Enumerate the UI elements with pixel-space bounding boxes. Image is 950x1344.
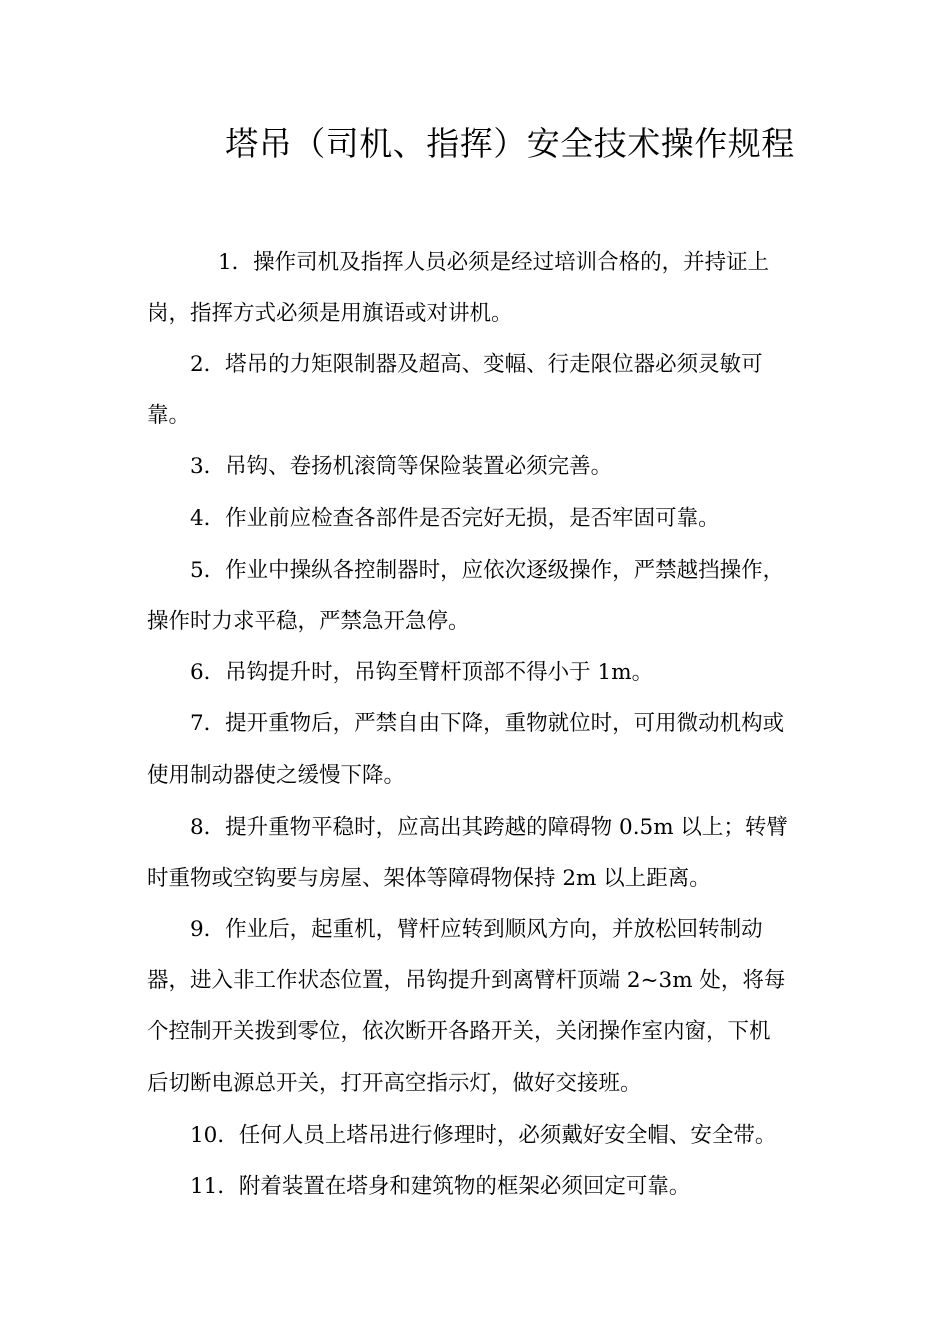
paragraph-2-line-1: 2．塔吊的力矩限制器及超高、变幅、行走限位器必须灵敏可 [190, 352, 763, 377]
paragraph-7-line-1: 7．提开重物后，严禁自由下降，重物就位时，可用微动机构或 [190, 711, 785, 736]
paragraph-9-line-3: 个控制开关拨到零位，依次断开各路开关，关闭操作室内窗，下机 [147, 1019, 771, 1044]
paragraph-5-line-2: 操作时力求平稳，严禁急开急停。 [147, 609, 470, 634]
paragraph-5-line-1: 5．作业中操纵各控制器时，应依次逐级操作，严禁越挡操作， [190, 558, 785, 583]
paragraph-1-line-2: 岗，指挥方式必须是用旗语或对讲机。 [147, 301, 513, 326]
paragraph-4: 4．作业前应检查各部件是否完好无损，是否牢固可靠。 [190, 506, 720, 531]
paragraph-8-line-2: 时重物或空钩要与房屋、架体等障碍物保持 2m 以上距离。 [147, 866, 711, 891]
paragraph-10: 10．任何人员上塔吊进行修理时，必须戴好安全帽、安全带。 [190, 1123, 777, 1148]
paragraph-3: 3．吊钩、卷扬机滚筒等保险装置必须完善。 [190, 454, 613, 479]
document-title: 塔吊（司机、指挥）安全技术操作规程 [225, 124, 795, 163]
paragraph-6: 6．吊钩提升时，吊钩至臂杆顶部不得小于 1m。 [190, 660, 654, 685]
paragraph-8-line-1: 8．提升重物平稳时，应高出其跨越的障碍物 0.5m 以上；转臂 [190, 815, 788, 840]
paragraph-11: 11．附着装置在塔身和建筑物的框架必须回定可靠。 [190, 1174, 691, 1199]
paragraph-9-line-4: 后切断电源总开关，打开高空指示灯，做好交接班。 [147, 1071, 642, 1096]
paragraph-9-line-1: 9．作业后，起重机，臂杆应转到顺风方向，并放松回转制动 [190, 917, 763, 942]
paragraph-2-line-2: 靠。 [147, 403, 191, 428]
paragraph-9-line-2: 器，进入非工作状态位置，吊钩提升到离臂杆顶端 2~3m 处，将每 [147, 968, 786, 993]
paragraph-1-line-1: 1．操作司机及指挥人员必须是经过培训合格的，并持证上 [218, 250, 770, 275]
paragraph-7-line-2: 使用制动器使之缓慢下降。 [147, 763, 406, 788]
